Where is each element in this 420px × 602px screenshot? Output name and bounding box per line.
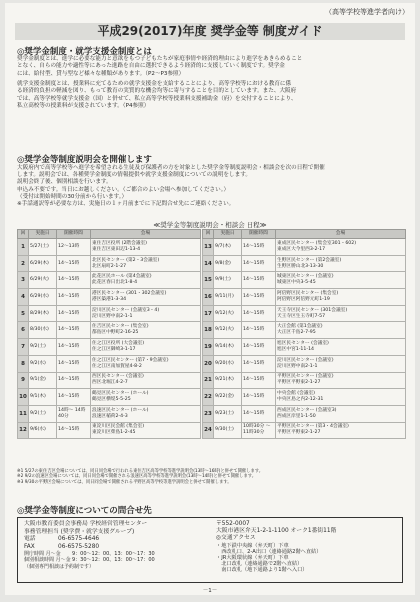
contact-address [216, 521, 400, 574]
access-item: 南口改札（地下通路より1階へ入口） [216, 567, 308, 574]
session-time: 12～13時 [57, 239, 91, 256]
session-number: 7 [18, 339, 29, 356]
schedule-row [18, 372, 406, 389]
session-number: 10 [18, 389, 29, 406]
venue-address: 東成区大今里西3-2-17 [277, 246, 326, 252]
venue-name: 生野区民センター (第2会議室) [277, 257, 342, 263]
footnote: ※3 9/30の平野区会場については、同日同会場で開催される平野区高等学校等進学説明会と併せて開催します。 [17, 479, 232, 485]
access-item: ・地下鉄中央線（弁天町）下車 [216, 542, 289, 549]
fax-number: 06-6575-5280 [58, 543, 100, 550]
session-number: 13 [203, 239, 214, 256]
contact-office [24, 521, 214, 571]
venue-name: 天王寺区民センター (301会議室) [277, 307, 348, 313]
venue-address: 浪速区稲荷2-4-3 [92, 413, 128, 419]
page-title: 平成29(2017)年度 奨学金等 制度ガイド [15, 23, 405, 40]
session-date: 9/23(土) [214, 405, 242, 422]
section-heading-briefing: ◎奨学金等制度説明会を開催します [17, 155, 152, 165]
schedule-table [17, 229, 406, 439]
session-time: 14～15時 [57, 305, 91, 322]
session-date: 9/20(水) [214, 355, 242, 372]
header-venue: 会場 [276, 230, 406, 239]
header-no: 回 [203, 230, 214, 239]
session-time: 14～15時 [57, 372, 91, 389]
venue-name: 東住吉区役所 (2階会議室) [92, 240, 148, 246]
venue-cell [276, 305, 406, 322]
session-number: 19 [203, 339, 214, 356]
session-date: 8/29(木) [29, 305, 57, 322]
schedule-title: ≪奨学金等制度説明会・相談会 日程≫ [153, 221, 267, 229]
venue-name: 旭区民センター (会議室) [277, 340, 329, 346]
text-line: 就学支援金制度とは、授業料に充てるための就学支援金を支給することにより、高等学校等における教育に係 [17, 81, 292, 87]
access-list [216, 543, 400, 574]
venue-address: 鶴見区横堤5-5-25 [92, 397, 131, 403]
session-time: 14～15時 [57, 355, 91, 372]
footnotes [17, 469, 405, 485]
venue-name: 此花区民ホール (第4会議室) [92, 274, 152, 280]
session-time: 14～15時 [57, 255, 91, 272]
session-date: 9/2(土) [29, 339, 57, 356]
venue-name: 西成区民センター (会議室3) [277, 407, 337, 413]
session-time: 14～15時 [242, 239, 276, 256]
session-number: 20 [203, 355, 214, 372]
session-number: 24 [203, 422, 214, 439]
session-date: 6/29(水) [29, 289, 57, 306]
venue-address: 此花区春日出北1-8-4 [92, 280, 138, 286]
session-number: 16 [203, 289, 214, 306]
session-date: 6/29(火) [29, 272, 57, 289]
session-time: 14～15時 [242, 289, 276, 306]
session-date: 9/12(火) [214, 322, 242, 339]
session-number: 22 [203, 389, 214, 406]
venue-name: 港区民センター (301・302会議室) [92, 290, 167, 296]
schedule-row [18, 405, 406, 422]
session-date: 9/8(金) [214, 255, 242, 272]
header-date: 実施日 [29, 230, 57, 239]
session-time: 14～15時 [242, 355, 276, 372]
venue-name: 城東区民センター (会議室) [277, 274, 334, 280]
venue-cell [91, 405, 201, 422]
venue-name: 西区民センター (会議室) [92, 374, 144, 380]
contact-box [17, 517, 403, 583]
footnote: ※2 9/2の浪速区会場については、同日同会場で開催される浪速区高等学校等進学説明会(13時～14時)と併せて開催します。 [17, 474, 257, 480]
venue-cell [91, 305, 201, 322]
session-number: 11 [18, 405, 29, 422]
venue-cell [276, 405, 406, 422]
session-date: 9/30(土) [214, 422, 242, 439]
venue-address: 都島区中野町2-16-25 [92, 330, 139, 336]
access-item: ・JR大阪環状線（弁天町）下車 [216, 555, 289, 562]
hours-label: 開庁時間 月～金 [24, 551, 61, 557]
session-date: 9/14(木) [214, 339, 242, 356]
venue-address: 西区北堀江4-2-7 [92, 380, 128, 386]
venue-cell [276, 289, 406, 306]
venue-cell [91, 389, 201, 406]
session-time: 14～15時 [242, 272, 276, 289]
access-item: 西改札口、2-A出口（連絡通路2階へ直結） [216, 548, 322, 555]
venue-address: 住之江区南加賀屋4-8-2 [92, 363, 142, 369]
venue-address: 阿倍野区阿倍野元町1-19 [277, 296, 330, 302]
session-date: 8/30(水) [29, 322, 57, 339]
venue-cell [91, 339, 201, 356]
venue-address: 住之江区御崎3-1-17 [92, 346, 136, 352]
session-time: 14～15時 [57, 339, 91, 356]
session-date: 9/1(金) [29, 372, 57, 389]
venue-address: 東淀川区柴島1-2-45 [92, 430, 136, 436]
venue-cell [91, 372, 201, 389]
system-paragraph-2 [17, 81, 405, 110]
session-number: 3 [18, 272, 29, 289]
postal-code: 〒552-0007 [216, 521, 250, 527]
street-address: 大阪市港区弁天1-2-1-1100 オーク1番街11階 [216, 528, 337, 535]
session-date: 5/27(土) [29, 239, 57, 256]
venue-address: 大正区千島2-7-95 [277, 330, 316, 336]
section-heading-system: ◎奨学金制度・就学支援金制度とは [17, 47, 152, 57]
phone-label: 電話 [24, 536, 36, 542]
section-heading-contact: ◎奨学金等制度についての問合せ先 [17, 506, 152, 516]
venue-cell [91, 422, 201, 439]
session-date: 9/7(木) [214, 239, 242, 256]
document-page [5, 3, 415, 595]
fax-label: FAX [24, 543, 35, 550]
system-paragraph-1 [17, 56, 405, 78]
text-line: では、高等学校等就学支援金（国）と併せて、私立高等学校等授業料支援補助金（府）を交付することにより、 [17, 95, 297, 102]
header-date: 実施日 [214, 230, 242, 239]
schedule-row [18, 422, 406, 439]
hours-value: 9：30～12：00、13：00～17：00 [72, 557, 155, 564]
session-number: 23 [203, 405, 214, 422]
session-number: 17 [203, 305, 214, 322]
session-number: 15 [203, 272, 214, 289]
session-date: 6/29(木) [29, 255, 57, 272]
session-date: 9/2(土) [29, 405, 57, 422]
venue-address: 東住吉区東田辺1-13-4 [92, 246, 141, 252]
schedule-row [18, 389, 406, 406]
venue-name: 大正会館 (第1会議室) [277, 324, 323, 330]
venue-cell [91, 355, 201, 372]
schedule-row [18, 239, 406, 256]
briefing-paragraph [17, 165, 405, 208]
session-number: 2 [18, 255, 29, 272]
venue-name: 住吉区民センター (集会室) [92, 324, 149, 330]
access-heading: ◎交通アクセス [216, 535, 256, 542]
venue-address: 天王寺区生玉寺町7-57 [277, 313, 326, 319]
venue-name: 東成区民センター (集会室301・602) [277, 240, 357, 246]
schedule-row [18, 255, 406, 272]
header-venue: 会場 [91, 230, 201, 239]
text-line: となく、自らの能力や適性等にあった進路を自由に選択できるよう経済的に支援していく制度です。奨学金 [17, 63, 285, 70]
venue-cell [276, 422, 406, 439]
session-time: 14～15時 [242, 405, 276, 422]
text-line: 申込み不要です。当日にお越しください。（ご都合のよい会場へ参加してください。） [17, 186, 230, 193]
session-time: 14時～ 14時40分 [57, 405, 91, 422]
venue-name: 住之江区民センター (第7・9会議室) [92, 357, 169, 363]
venue-name: 北区民センター (第2・3会議室) [92, 257, 160, 263]
venue-cell [276, 339, 406, 356]
text-line: には、給付型、貸与型など様々な種類があります。（P2～P3参照） [17, 70, 185, 77]
session-date: 9/11(月) [214, 289, 242, 306]
schedule-row [18, 339, 406, 356]
venue-cell [91, 289, 201, 306]
access-item: 北口改札（連絡通路で2階へ直結） [216, 561, 303, 568]
session-time: 14～15時 [242, 255, 276, 272]
session-date: 9/22(金) [214, 389, 242, 406]
venue-address: 生野区勝山北3-13-30 [277, 263, 324, 269]
session-time: 14～15時 [57, 289, 91, 306]
org-name: 大阪市教育委員会事務局 学校経営管理センター [24, 521, 148, 527]
session-number: 8 [18, 355, 29, 372]
footnote: ※1 5/27の東住吉区会場については、同日同会場で行われる東住吉区高等学校等進学説明会(13時～16時)と併せて開催します。 [17, 469, 264, 474]
session-time: 14～15時 [242, 389, 276, 406]
venue-cell [276, 355, 406, 372]
session-number: 21 [203, 372, 214, 389]
venue-name: 阿倍野区民センター (集会室) [277, 290, 339, 296]
text-line: 私立高校等の授業料が支援されています。（P4参照） [17, 102, 150, 109]
hours-label: 個別相談時間 月～金 [24, 557, 71, 564]
venue-cell [276, 272, 406, 289]
text-line: 奨学金制度とは、進学に必要な能力と意欲をもつ子どもたちが家庭事情や経済的理由により進学をあきらめること [17, 56, 303, 62]
venue-address: 西成区岸里1-1-50 [277, 413, 316, 419]
session-date: 9/9(土) [214, 272, 242, 289]
venue-cell [91, 272, 201, 289]
text-line: る経済的負担の軽減を図り、もって教育の実質的な機会均等に寄与することを目的としています。また、大阪府 [17, 88, 297, 95]
audience-label: （高等学校等進学者向け） [325, 8, 409, 16]
hours-note: （個別専門相談は予約制です） [24, 563, 95, 570]
session-number: 18 [203, 322, 214, 339]
session-time: 14～15時 [57, 272, 91, 289]
session-number: 5 [18, 305, 29, 322]
venue-name: 平野区民センター (会議室) [277, 374, 334, 380]
venue-name: 鶴見区民センター (ホール) [92, 391, 149, 397]
venue-address: 淀川区野中南2-1-1 [92, 313, 133, 319]
session-time: 14～15時 [57, 422, 91, 439]
session-time: 14～15時 [57, 322, 91, 339]
session-date: 9/6(水) [29, 422, 57, 439]
session-time: 14～15時 [57, 389, 91, 406]
venue-address: 淀川区野中南2-1-1 [277, 363, 318, 369]
session-time: 14～15時 [242, 305, 276, 322]
schedule-body [18, 239, 406, 439]
schedule-row [18, 322, 406, 339]
venue-address: 平野区平野東2-1-27 [277, 430, 321, 436]
schedule-row [18, 272, 406, 289]
hours-value: 9：00～12：00、13：00～17：30 [72, 551, 155, 557]
schedule-row [18, 289, 406, 306]
venue-name: 中央会館 (会議室) [277, 391, 315, 397]
phone-number: 06-6575-4646 [58, 536, 100, 542]
phone-row [24, 536, 214, 544]
session-date: 9/2(水) [29, 355, 57, 372]
header-time: 開催時間 [57, 230, 91, 239]
text-line: します。説明会では、各種奨学金制度の情報提供や就学支援金制度についての説明をします。 [17, 172, 251, 179]
venue-cell [276, 322, 406, 339]
session-date: 9/1(木) [29, 389, 57, 406]
fax-row [24, 544, 214, 552]
session-number: 12 [18, 422, 29, 439]
text-line: （受付は開始時間の30分前から行います。） [17, 193, 128, 200]
venue-name: 淀川区民センター (会議室) [277, 357, 334, 363]
venue-address: 港区築港1-3-34 [92, 296, 127, 302]
session-time: 10時30分 ～11時30分 [242, 422, 276, 439]
header-time: 開催時間 [242, 230, 276, 239]
venue-name: 平野区民センター (第3・4会議室) [277, 424, 349, 430]
page-number: －1－ [202, 588, 218, 594]
session-number: 6 [18, 322, 29, 339]
text-line: 説明会終了後、個別相談を行います。 [17, 179, 112, 186]
venue-name: 浪速区民センター (ホール) [92, 407, 149, 413]
session-number: 9 [18, 372, 29, 389]
org-department: 事務管理担当 (奨学費・就学支援グループ) [24, 528, 135, 535]
header-no: 回 [18, 230, 29, 239]
venue-address: 旭区中宮1-11-14 [277, 346, 315, 352]
text-line: 大阪府内で高等学校等へ進学を希望される生徒及び保護者の方を対象とした奨学金等制度説明会・相談会を次の日程で開催 [17, 165, 325, 171]
venue-cell [276, 239, 406, 256]
text-line: ※手話通訳等が必要な方は、実施日の１ヶ月前までに下記問合せ先にご連絡ください。 [17, 201, 235, 208]
session-time: 14～15時 [242, 372, 276, 389]
session-time: 14～15時 [242, 339, 276, 356]
venue-name: 淀川区民センター (会議室3・4) [92, 307, 160, 313]
venue-name: 東淀川区民会館 (集会室) [92, 424, 145, 430]
venue-address: 北区扇町2-1-27 [92, 263, 127, 269]
session-date: 9/21(木) [214, 372, 242, 389]
session-time: 14～15時 [242, 322, 276, 339]
schedule-row [18, 355, 406, 372]
venue-address: 城東区中央3-5-45 [277, 280, 316, 286]
session-number: 1 [18, 239, 29, 256]
venue-cell [91, 255, 201, 272]
schedule-header-row [18, 230, 406, 239]
session-date: 9/12(火) [214, 305, 242, 322]
session-number: 4 [18, 289, 29, 306]
venue-name: 住之江区役所 (大会議室) [92, 340, 145, 346]
venue-address: 平野区平野東2-1-27 [277, 380, 321, 386]
venue-cell [91, 322, 201, 339]
schedule-row [18, 305, 406, 322]
venue-cell [276, 255, 406, 272]
venue-cell [276, 372, 406, 389]
venue-address: 中央区島之内2-12-31 [277, 397, 324, 403]
session-number: 14 [203, 255, 214, 272]
venue-cell [276, 389, 406, 406]
venue-cell [91, 239, 201, 256]
